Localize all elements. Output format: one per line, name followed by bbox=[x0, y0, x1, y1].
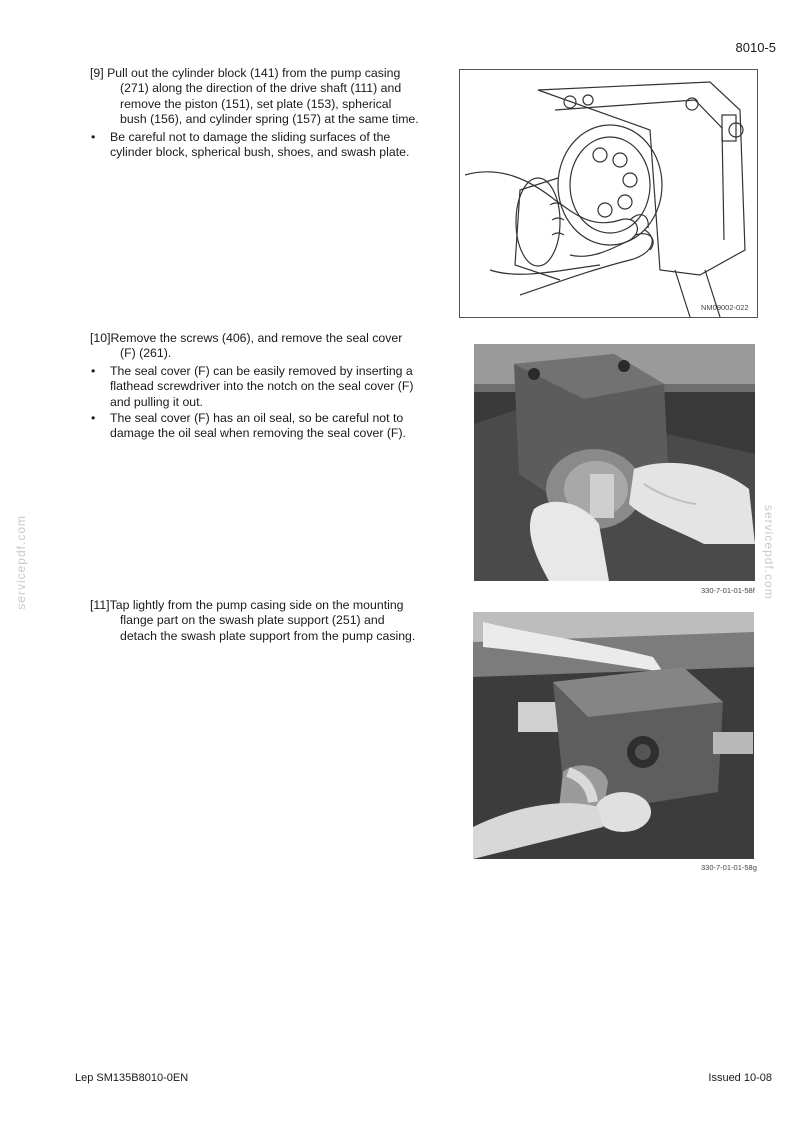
swash-plate-support-photo bbox=[473, 612, 754, 859]
watermark-left: servicepdf.com bbox=[14, 515, 28, 610]
cylinder-block-illustration bbox=[460, 70, 757, 317]
step-10 bbox=[90, 331, 420, 442]
step-10-bullets bbox=[90, 364, 420, 442]
step-10-bullet-1: • The seal cover (F) can be easily removed by inserting a flathead screwdriver into the notch on the seal cover (F) and pulling it out. bbox=[90, 364, 420, 410]
figure-2-caption: 330-7-01-01-58f bbox=[701, 586, 755, 595]
seal-cover-removal-photo bbox=[474, 344, 755, 581]
watermark-right: servicepdf.com bbox=[762, 505, 776, 600]
figure-cylinder-block-drawing bbox=[459, 69, 758, 318]
figure-1-caption: NM09002-022 bbox=[701, 303, 749, 312]
figure-3-caption: 330-7-01-01-58g bbox=[701, 863, 757, 872]
page-number: 8010-5 bbox=[735, 40, 776, 55]
step-9-text: [9] Pull out the cylinder block (141) from the pump casing (271) along the direction of the drive shaft (111) and remove the piston (151), set plate (153), spherical bush (156), and cylinder spring (157) at the same time. bbox=[90, 66, 419, 127]
figure-swash-plate-photo bbox=[473, 612, 754, 859]
footer-issue-date: Issued 10-08 bbox=[708, 1072, 772, 1084]
step-9 bbox=[90, 66, 420, 160]
step-9-bullet-1: • Be careful not to damage the sliding surfaces of the cylinder block, spherical bush, shoes, and swash plate. bbox=[90, 130, 420, 161]
step-11 bbox=[90, 598, 420, 644]
step-10-text: [10]Remove the screws (406), and remove the seal cover (F) (261). bbox=[90, 331, 403, 361]
figure-seal-cover-photo bbox=[474, 344, 755, 581]
footer-document-code: Lep SM135B8010-0EN bbox=[75, 1072, 189, 1084]
step-11-text: [11]Tap lightly from the pump casing side on the mounting flange part on the swash plate support (251) and detach the swash plate support from the pump casing. bbox=[90, 598, 416, 643]
step-9-bullets bbox=[90, 130, 420, 161]
step-10-bullet-2: • The seal cover (F) has an oil seal, so be careful not to damage the oil seal when removing the seal cover (F). bbox=[90, 411, 420, 442]
